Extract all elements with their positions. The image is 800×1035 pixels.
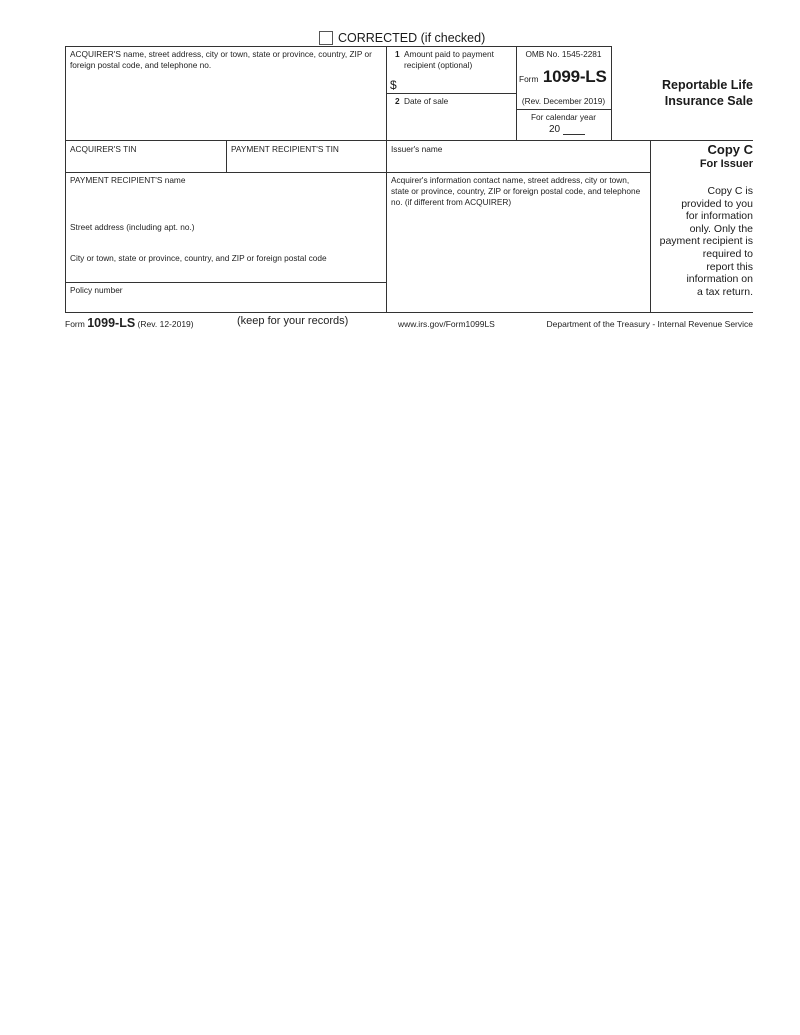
footer-keep-note: (keep for your records): [237, 315, 349, 327]
column-divider-left: [386, 46, 387, 312]
currency-symbol: $: [390, 78, 397, 92]
city-label: City or town, state or province, country, and ZIP or foreign postal code: [70, 253, 327, 263]
footer-url[interactable]: www.irs.gov/Form1099LS: [398, 319, 495, 329]
omb-number: OMB No. 1545-2281: [525, 49, 602, 59]
recipient-name-field[interactable]: [67, 187, 385, 217]
copy-desc-line: only. Only the: [689, 222, 753, 235]
acquirer-info-field[interactable]: [67, 72, 385, 138]
footer-form-number: 1099-LS: [87, 316, 136, 330]
corrected-checkbox[interactable]: [319, 31, 333, 45]
tin-divider: [226, 140, 227, 172]
box2-label: Date of sale: [404, 96, 449, 106]
corrected-label: CORRECTED (if checked): [338, 31, 486, 45]
form-top-border: [65, 46, 612, 47]
contact-info-label: Acquirer's information contact name, street address, city or town, state or province, country, ZIP or foreign postal code, and telephone no. (if different from ACQUIRER): [391, 175, 641, 207]
box2-date-field[interactable]: [388, 108, 515, 138]
policy-number-label: Policy number: [70, 285, 123, 295]
acquirer-tin-field[interactable]: [67, 155, 224, 171]
box2-number: 2: [395, 96, 400, 106]
form-title: [662, 77, 753, 109]
footer-form-prefix: Form: [65, 319, 85, 329]
corrected-checkbox-group: [319, 31, 485, 45]
street-address-field[interactable]: [67, 234, 385, 250]
copy-desc-line: for information: [685, 210, 753, 223]
acquirer-tin-label: ACQUIRER'S TIN: [70, 144, 137, 154]
calendar-year-label: For calendar year: [530, 112, 597, 122]
copy-desc-line: required to: [702, 247, 753, 260]
copy-desc-line: report this: [706, 260, 753, 273]
issuer-name-field[interactable]: [388, 155, 648, 171]
copy-desc-line: provided to you: [681, 197, 753, 210]
recipient-tin-field[interactable]: [228, 155, 384, 171]
city-field[interactable]: [67, 265, 385, 281]
footer-form-id: [65, 316, 194, 330]
omb-column-right: [611, 46, 612, 140]
omb-column-left: [516, 46, 517, 140]
copy-desc-line: Copy C is: [707, 185, 753, 197]
recipient-name-label: PAYMENT RECIPIENT'S name: [70, 175, 186, 185]
contact-info-field[interactable]: [388, 210, 648, 310]
recipient-tin-label: PAYMENT RECIPIENT'S TIN: [231, 144, 339, 154]
box1-label-text: Amount paid to payment recipient (optional): [404, 49, 494, 70]
copy-desc-line: a tax return.: [696, 285, 753, 298]
calendar-year-divider: [516, 109, 611, 110]
copy-title: Copy C: [707, 142, 753, 157]
issuer-name-label: Issuer's name: [391, 144, 443, 154]
form-title-line1: Reportable Life: [662, 78, 753, 92]
tin-row-bottom: [65, 172, 650, 173]
policy-number-field[interactable]: [67, 296, 385, 311]
form-number: 1099-LS: [542, 67, 607, 86]
copy-desc-line: payment recipient is: [659, 235, 753, 248]
calendar-year: [549, 124, 585, 135]
box1-number: 1: [395, 49, 400, 59]
form-prefix: Form: [519, 74, 539, 84]
acquirer-info-label: ACQUIRER'S name, street address, city or town, state or province, country, ZIP or foreign postal code, and telephone no.: [70, 49, 372, 70]
form-revision: (Rev. December 2019): [521, 96, 606, 106]
box1-box2-divider: [386, 93, 516, 94]
form-title-line2: Insurance Sale: [664, 94, 753, 108]
copy-subtitle: For Issuer: [699, 158, 753, 170]
footer-department: Department of the Treasury - Internal Revenue Service: [546, 319, 753, 329]
copy-description: [643, 185, 753, 298]
policy-row-top: [65, 282, 386, 283]
calendar-year-prefix: 20: [549, 124, 561, 135]
calendar-year-field[interactable]: [563, 125, 585, 135]
footer-revision: (Rev. 12-2019): [137, 319, 194, 329]
copy-desc-line: information on: [686, 273, 753, 286]
box1-amount-field[interactable]: [402, 74, 514, 92]
form-left-border: [65, 46, 66, 312]
form-bottom-border: [65, 312, 753, 313]
form-id: [519, 67, 607, 87]
street-address-label: Street address (including apt. no.): [70, 222, 195, 232]
